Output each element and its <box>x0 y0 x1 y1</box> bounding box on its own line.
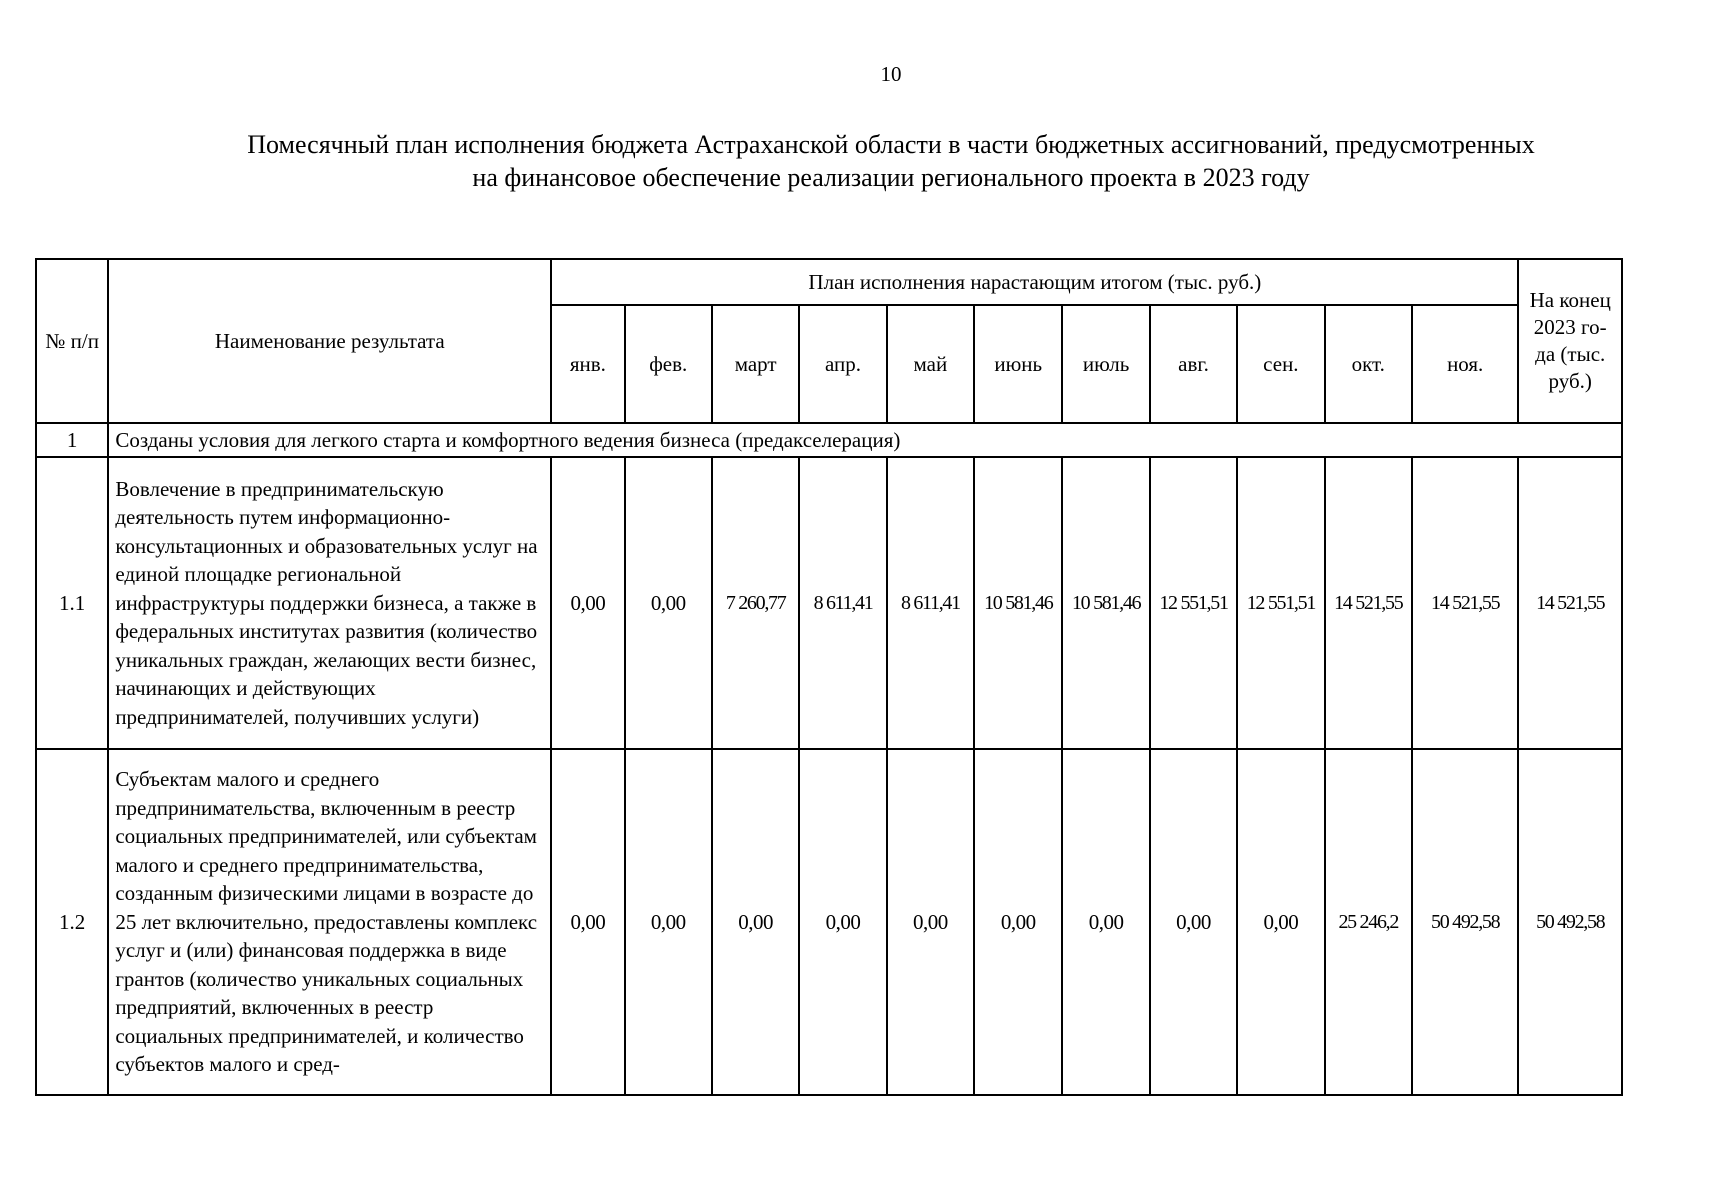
row-value-nov: 14 521,55 <box>1412 457 1519 749</box>
title-line-2: на финансовое обеспечение реализации регионального проекта в 2023 году <box>472 163 1310 192</box>
header-month-aug: авг. <box>1150 305 1237 423</box>
row-value-apr: 8 611,41 <box>799 457 886 749</box>
row-result-name: Субъектам малого и среднего предпринимательства, включенным в реестр социальных предпринимателей, или субъектам малого и среднего предпринимательства, созданным физическими лицами в возрасте до 25 лет включительно, предоставлены комплекс услуг и (или) финансовая поддержка в виде грантов (количество уникальных социальных предприятий, включенных в реестр социальных предпринимателей, и количество субъектов малого и сред- <box>108 749 551 1095</box>
row-value-nov: 50 492,58 <box>1412 749 1519 1095</box>
row-value-jun: 0,00 <box>974 749 1062 1095</box>
row-value-jul: 10 581,46 <box>1062 457 1149 749</box>
header-end-line-2: 2023 го- <box>1533 315 1607 339</box>
row-value-sep: 12 551,51 <box>1237 457 1324 749</box>
row-value-aug: 12 551,51 <box>1150 457 1237 749</box>
row-value-may: 0,00 <box>887 749 974 1095</box>
row-value-apr: 0,00 <box>799 749 886 1095</box>
title-line-1: Помесячный план исполнения бюджета Астраханской области в части бюджетных ассигнований, предусмотренных <box>247 130 1535 159</box>
header-result-name: Наименование результата <box>108 259 551 423</box>
row-value-sep: 0,00 <box>1237 749 1324 1095</box>
budget-plan-table <box>35 258 1623 1096</box>
row-value-end-of-year: 14 521,55 <box>1518 457 1622 749</box>
row-value-jul: 0,00 <box>1062 749 1149 1095</box>
row-value-mar: 0,00 <box>712 749 799 1095</box>
header-month-may: май <box>887 305 974 423</box>
row-value-feb: 0,00 <box>625 457 712 749</box>
header-number: № п/п <box>36 259 108 423</box>
header-end-line-3: да (тыс. <box>1535 342 1606 366</box>
header-end-line-1: На конец <box>1529 288 1611 312</box>
row-result-name: Вовлечение в предпринимательскую деятельность путем информационно-консультационных и образовательных услуг на единой площадке региональной инфраструктуры поддержки бизнеса, а также в федеральных институтах развития (количество уникальных граждан, желающих вести бизнес, начинающих и действующих предпринимателей, получивших услуги) <box>108 457 551 749</box>
table-row <box>36 749 1622 1095</box>
row-value-oct: 25 246,2 <box>1325 749 1412 1095</box>
header-month-mar: март <box>712 305 799 423</box>
header-month-apr: апр. <box>799 305 886 423</box>
row-value-end-of-year: 50 492,58 <box>1518 749 1622 1095</box>
document-title <box>60 128 1719 194</box>
header-month-sep: сен. <box>1237 305 1324 423</box>
section-row <box>36 423 1622 457</box>
section-title: Созданы условия для легкого старта и комфортного ведения бизнеса (предакселерация) <box>108 423 1622 457</box>
header-plan-group: План исполнения нарастающим итогом (тыс. руб.) <box>551 259 1518 305</box>
table-row <box>36 457 1622 749</box>
header-month-jul: июль <box>1062 305 1149 423</box>
row-value-feb: 0,00 <box>625 749 712 1095</box>
header-month-jan: янв. <box>551 305 624 423</box>
row-value-jun: 10 581,46 <box>974 457 1062 749</box>
header-end-of-year <box>1518 259 1622 423</box>
row-value-jan: 0,00 <box>551 749 624 1095</box>
header-end-line-4: руб.) <box>1548 369 1592 393</box>
header-month-oct: окт. <box>1325 305 1412 423</box>
row-number: 1.2 <box>36 749 108 1095</box>
section-number: 1 <box>36 423 108 457</box>
header-month-feb: фев. <box>625 305 712 423</box>
header-month-nov: ноя. <box>1412 305 1519 423</box>
row-number: 1.1 <box>36 457 108 749</box>
row-value-oct: 14 521,55 <box>1325 457 1412 749</box>
row-value-jan: 0,00 <box>551 457 624 749</box>
header-month-jun: июнь <box>974 305 1062 423</box>
row-value-mar: 7 260,77 <box>712 457 799 749</box>
row-value-aug: 0,00 <box>1150 749 1237 1095</box>
page-number: 10 <box>880 62 902 86</box>
row-value-may: 8 611,41 <box>887 457 974 749</box>
